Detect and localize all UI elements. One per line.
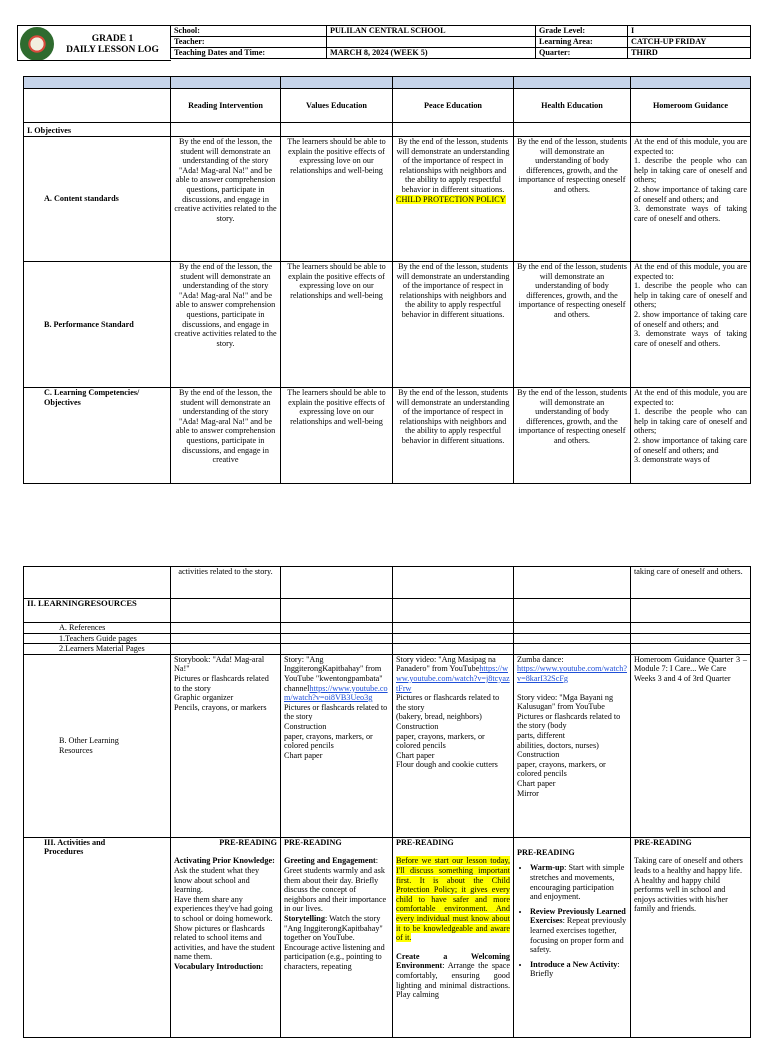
welcoming-environment-body: : Arrange the space comfortably, ensuring good lighting and minimal distractions. Play calming bbox=[396, 961, 510, 1000]
col-reading-intervention: Reading Intervention bbox=[171, 89, 281, 123]
child-protection-highlight: CHILD PROTECTION POLICY bbox=[396, 194, 506, 204]
peace-resources bbox=[393, 654, 514, 837]
health-competency: By the end of the lesson, students will demonstrate an understanding of body differences, growth, and the importance of respecting oneself and others. bbox=[514, 388, 631, 484]
health-resources bbox=[514, 654, 631, 837]
homeroom-activities bbox=[631, 837, 751, 1037]
vocabulary-introduction-heading: Vocabulary Introduction: bbox=[174, 961, 264, 971]
new-activity-item bbox=[530, 960, 627, 979]
empty-cell bbox=[393, 599, 514, 623]
homeroom-performance-standard: At the end of this module, you are expected to: 1. describe the people who can help in taking care of oneself and others; 2. show importance of taking care of oneself and others; and 3. demonstrate ways of taking care of oneself and others. bbox=[631, 262, 751, 388]
values-content-standard: The learners should be able to explain the positive effects of expressing love on our relationships and well-being bbox=[281, 137, 393, 262]
learning-area-value: CATCH-UP FRIDAY bbox=[628, 37, 751, 48]
learners-material-label: 2.Learners Material Pages bbox=[24, 644, 171, 655]
values-pre-reading-heading: PRE-READING bbox=[284, 837, 342, 847]
peace-activities bbox=[393, 837, 514, 1037]
empty-cell bbox=[393, 123, 514, 137]
new-activity-body: : Briefly bbox=[530, 959, 620, 979]
reading-resources: Storybook: "Ada! Mag-aral Na!" Pictures or flashcards related to the story Graphic organizer Pencils, crayons, or markers bbox=[171, 654, 281, 837]
review-exercises-item bbox=[530, 907, 627, 955]
band-cell bbox=[514, 77, 631, 89]
col-values-education: Values Education bbox=[281, 89, 393, 123]
other-resources-label: B. Other Learning Resources bbox=[24, 654, 171, 837]
empty-cell bbox=[171, 633, 281, 644]
header-title-box bbox=[17, 25, 171, 61]
empty-cell bbox=[514, 599, 631, 623]
warm-up-item bbox=[530, 863, 627, 901]
grade-level-value: I bbox=[628, 26, 751, 37]
homeroom-competency: At the end of this module, you are expected to: 1. describe the people who can help in taking care of oneself and others; 2. show importance of taking care of oneself and others; and 3. demonstrate ways of bbox=[631, 388, 751, 484]
learning-resources-heading: II. LEARNINGRESOURCES bbox=[24, 599, 171, 623]
health-performance-standard: By the end of the lesson, students will demonstrate an understanding of body differences, growth, and the importance of respecting oneself and others. bbox=[514, 262, 631, 388]
lesson-table-page1 bbox=[23, 76, 751, 484]
empty-cell bbox=[281, 567, 393, 599]
homeroom-intro-body: Taking care of oneself and others leads to a healthy and happy life. A healthy and happy child performs well in school and enjoys activities with his/her family and friends. bbox=[634, 856, 743, 914]
competencies-label: C. Learning Competencies/ Objectives bbox=[24, 388, 171, 484]
empty-cell bbox=[631, 623, 751, 634]
empty-cell bbox=[393, 644, 514, 655]
peace-resource-materials: Pictures or flashcards related to the story (bakery, bread, neighbors) Construction paper, crayons, markers, or colored pencils Chart paper Flour dough and cookie cutters bbox=[396, 693, 500, 770]
col-homeroom-guidance: Homeroom Guidance bbox=[631, 89, 751, 123]
empty-cell bbox=[393, 567, 514, 599]
greeting-engagement-body: : Greet students warmly and ask them about their day. Briefly discuss the concept of neighbors and their importance in our lives. bbox=[284, 856, 387, 914]
empty-cell bbox=[631, 123, 751, 137]
band-cell bbox=[281, 77, 393, 89]
empty-cell bbox=[393, 623, 514, 634]
warm-up-title: Warm-up bbox=[530, 863, 565, 873]
empty-cell bbox=[393, 633, 514, 644]
child-protection-notice: Before we start our lesson today, I'll discuss something important first. It is about the Child Protection Policy; it gives every child to have safer and more comfortable environment. And every individual must know about it to be knowledgeable and aware of it. bbox=[396, 856, 510, 943]
peace-performance-standard: By the end of the lesson, students will demonstrate an understanding of the importance of respect in relationships with neighbors and the ability to apply respectful behavior in different situations. bbox=[393, 262, 514, 388]
new-activity-title: Introduce a New Activity bbox=[530, 959, 618, 969]
health-resource-text: Zumba dance: bbox=[517, 654, 564, 664]
grade-level-label: Grade Level: bbox=[536, 26, 628, 37]
quarter-value: THIRD bbox=[628, 48, 751, 59]
empty-cell bbox=[514, 123, 631, 137]
empty-cell bbox=[281, 123, 393, 137]
col-health-education: Health Education bbox=[514, 89, 631, 123]
teacher-label: Teacher: bbox=[171, 37, 327, 48]
values-resource-materials: Pictures or flashcards related to the story Construction paper, crayons, markers, or colored pencils Chart paper bbox=[284, 702, 388, 760]
peace-content-text: By the end of the lesson, students will demonstrate an understanding of the importance of respect in relationships with neighbors and the ability to apply respectful behavior in different situations. bbox=[396, 137, 510, 194]
welcoming-environment-heading: Create a Welcoming Environment bbox=[396, 951, 510, 971]
health-content-standard: By the end of the lesson, students will demonstrate an understanding of body differences, growth, and the importance of respecting oneself and others. bbox=[514, 137, 631, 262]
homeroom-pre-reading-heading: PRE-READING bbox=[634, 837, 692, 847]
reading-content-standard: By the end of the lesson, the student will demonstrate an understanding of the story "Ada! Mag-aral Na!" and be able to answer comprehension questions, participate in discussions, and engage in creative activities related to the story. bbox=[171, 137, 281, 262]
empty-cell bbox=[171, 623, 281, 634]
dates-value: MARCH 8, 2024 (WEEK 5) bbox=[327, 48, 536, 59]
content-standards-label: A. Content standards bbox=[24, 137, 171, 262]
health-resource-materials: Story video: "Mga Bayani ng Kalusugan" from YouTube Pictures or flashcards related to the story (body parts, different abilities, doctors, nurses) Construction paper, crayons, markers, or colored pencils Chart paper Mirror bbox=[517, 692, 621, 798]
activities-label: III. Activities and Procedures bbox=[24, 837, 171, 1037]
band-cell bbox=[631, 77, 751, 89]
empty-cell bbox=[171, 123, 281, 137]
band-cell bbox=[393, 77, 514, 89]
reading-competency-cont: activities related to the story. bbox=[171, 567, 281, 599]
activating-prior-knowledge-body: Ask the student what they know about school and learning. Have them share any experiences they've had going to school or doing homework. Show pictures or flashcards related to school items and activities, and have the student name them. bbox=[174, 865, 275, 962]
learning-area-label: Learning Area: bbox=[536, 37, 628, 48]
empty-cell bbox=[631, 644, 751, 655]
empty-cell bbox=[514, 623, 631, 634]
band-cell bbox=[171, 77, 281, 89]
peace-competency: By the end of the lesson, students will demonstrate an understanding of the importance of respect in relationships with neighbors and the ability to apply respectful behavior in different situations. bbox=[393, 388, 514, 484]
values-activities bbox=[281, 837, 393, 1037]
empty-cell bbox=[281, 644, 393, 655]
col-peace-education: Peace Education bbox=[393, 89, 514, 123]
empty-cell bbox=[281, 599, 393, 623]
empty-cell bbox=[514, 644, 631, 655]
empty-cell bbox=[631, 599, 751, 623]
values-youtube-link[interactable]: https://www.youtube.com/watch?v=oi8VB3Ueo3g bbox=[284, 683, 388, 703]
reading-activities bbox=[171, 837, 281, 1037]
peace-resource-text: Story video: "Ang Masipag na Panadero" from YouTube bbox=[396, 654, 496, 674]
values-competency: The learners should be able to explain the positive effects of expressing love on our relationships and well-being bbox=[281, 388, 393, 484]
school-label: School: bbox=[171, 26, 327, 37]
teacher-value bbox=[327, 37, 536, 48]
peace-content-standard bbox=[393, 137, 514, 262]
peace-pre-reading-heading: PRE-READING bbox=[396, 837, 454, 847]
empty-cell bbox=[171, 599, 281, 623]
homeroom-resources: Homeroom Guidance Quarter 3 – Module 7: I Care... We Care Weeks 3 and 4 of 3rd Quarter bbox=[631, 654, 751, 837]
objectives-heading: I. Objectives bbox=[24, 123, 171, 137]
empty-cell bbox=[171, 644, 281, 655]
dates-label: Teaching Dates and Time: bbox=[171, 48, 327, 59]
peace-youtube-link[interactable]: https://www.youtube.com/watch?v=j8tcyaztFrw bbox=[396, 664, 510, 693]
empty-cell bbox=[514, 633, 631, 644]
dll-title: DAILY LESSON LOG bbox=[66, 45, 159, 55]
review-exercises-title: Review Previously Learned Exercises bbox=[530, 906, 626, 926]
reading-competency: By the end of the lesson, the student will demonstrate an understanding of the story "Ada! Mag-aral Na!" and be able to answer comprehension questions, participate in discussions, and engage in creative bbox=[171, 388, 281, 484]
health-pre-reading-heading: PRE-READING bbox=[517, 847, 575, 857]
school-value: PULILAN CENTRAL SCHOOL bbox=[327, 26, 536, 37]
header-info-table bbox=[170, 25, 751, 59]
reading-performance-standard: By the end of the lesson, the student will demonstrate an understanding of the story "Ada! Mag-aral Na!" and be able to answer comprehension questions, participate in discussions, and engage in creative activities related to the story. bbox=[171, 262, 281, 388]
values-resources bbox=[281, 654, 393, 837]
lesson-table-page2 bbox=[23, 566, 751, 1038]
quarter-label: Quarter: bbox=[536, 48, 628, 59]
review-exercises-body: : Repeat previously learned exercises together, focusing on proper form and safety. bbox=[530, 916, 627, 955]
warm-up-body: : Start with simple stretches and movements, encouraging participation and enjoyment. bbox=[530, 863, 625, 902]
values-resource-text: Story: "Ang InggiterongKapitbahay" from YouTube "kwentongpambata" channel bbox=[284, 654, 383, 693]
health-youtube-link[interactable]: https://www.youtube.com/watch?v=8karI32ScFg bbox=[517, 664, 627, 683]
empty-cell bbox=[24, 567, 171, 599]
empty-cell bbox=[24, 89, 171, 123]
reading-pre-reading-heading: PRE-READING bbox=[219, 837, 277, 847]
references-label: A. References bbox=[24, 623, 171, 634]
storytelling-heading: Storytelling bbox=[284, 913, 325, 923]
grade-line: GRADE 1 bbox=[91, 34, 134, 44]
empty-cell bbox=[631, 633, 751, 644]
teachers-guide-label: 1.Teachers Guide pages bbox=[24, 633, 171, 644]
empty-cell bbox=[281, 623, 393, 634]
homeroom-content-standard: At the end of this module, you are expected to: 1. describe the people who can help in taking care of oneself and others; 2. show importance of taking care of oneself and others; and 3. demonstrate ways of taking care of oneself and others. bbox=[631, 137, 751, 262]
homeroom-competency-cont: taking care of oneself and others. bbox=[631, 567, 751, 599]
health-activities bbox=[514, 837, 631, 1037]
values-performance-standard: The learners should be able to explain the positive effects of expressing love on our relationships and well-being bbox=[281, 262, 393, 388]
greeting-engagement-heading: Greeting and Engagement bbox=[284, 856, 376, 866]
performance-standard-label: B. Performance Standard bbox=[24, 262, 171, 388]
empty-cell bbox=[514, 567, 631, 599]
storytelling-body: : Watch the story "Ang InggiterongKapitbahay" together on YouTube. Encourage active listening and participation (e.g., pointing to characters, repeating bbox=[284, 913, 385, 971]
activating-prior-knowledge-heading: Activating Prior Knowledge: bbox=[174, 856, 275, 866]
empty-cell bbox=[281, 633, 393, 644]
band-cell bbox=[24, 77, 171, 89]
